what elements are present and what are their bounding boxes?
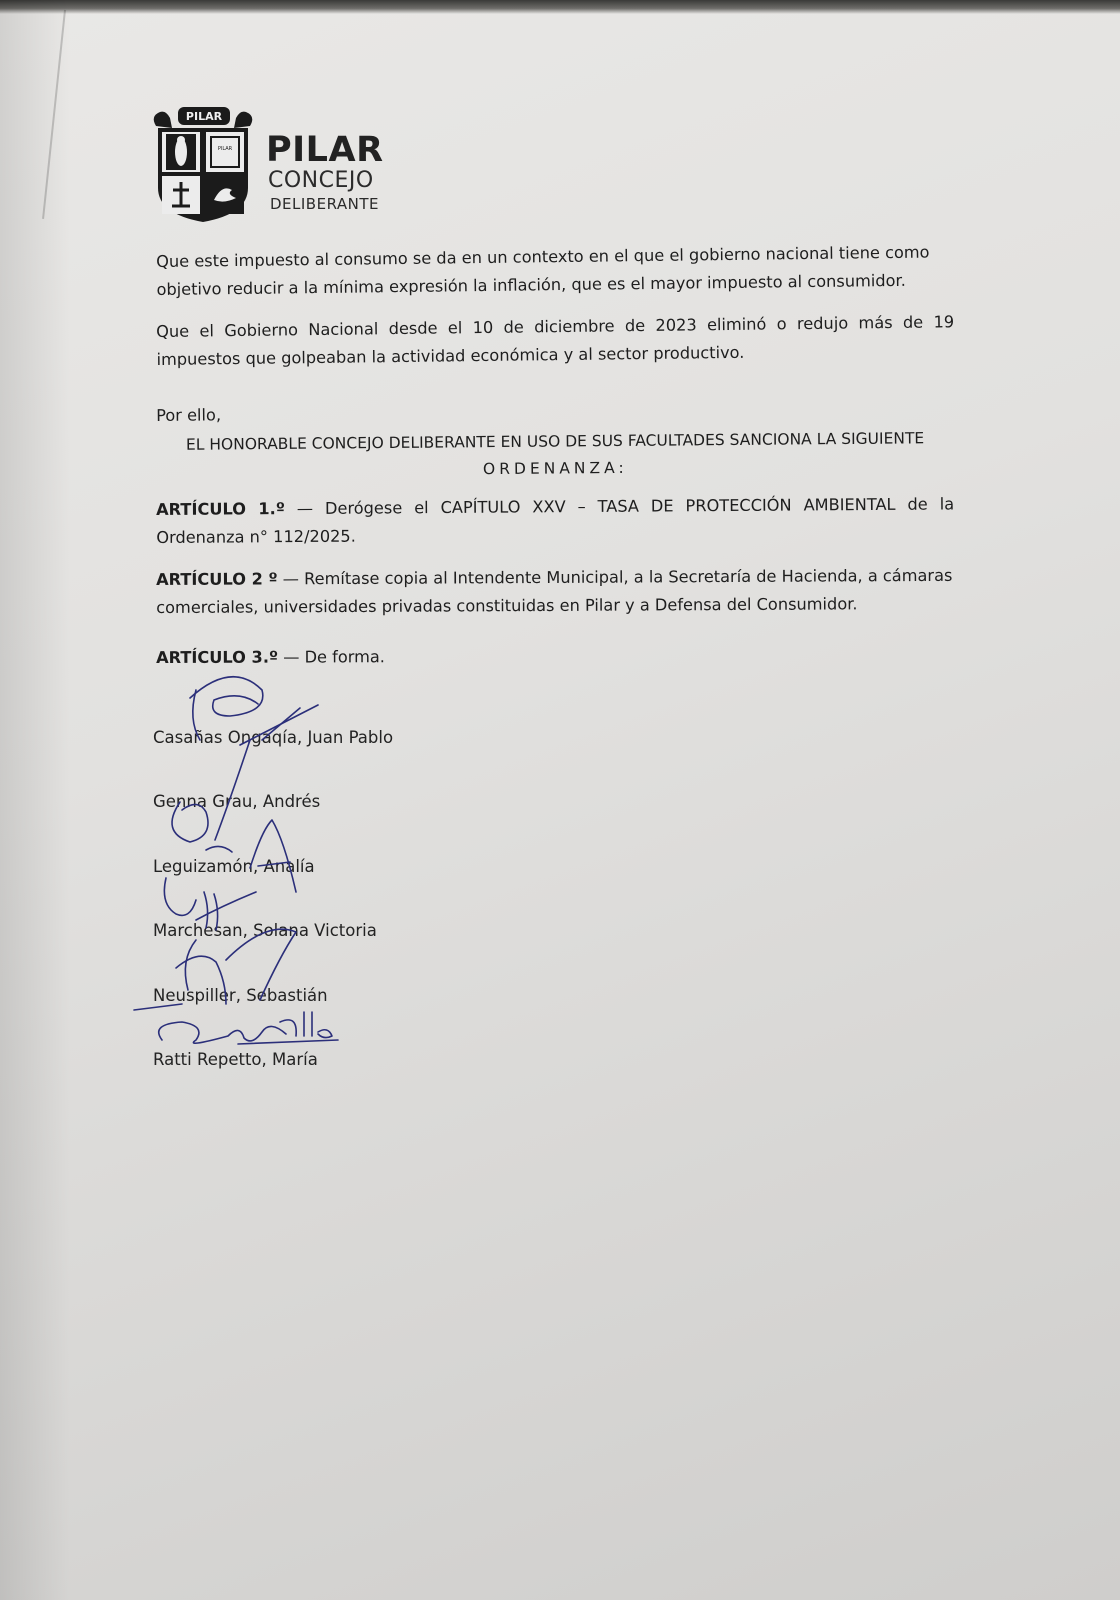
signer-name: Ratti Repetto, María — [153, 1050, 318, 1069]
signer-name: Marchesan, Solana Victoria — [153, 921, 377, 940]
article-2-label: ARTÍCULO 2 º — [156, 569, 278, 589]
article-1 — [156, 490, 954, 552]
article-3 — [156, 641, 954, 672]
ordinance-heading — [160, 425, 950, 486]
article-3-text: — De forma. — [278, 647, 385, 667]
signer-name: Neuspiller, Sebastián — [153, 986, 328, 1005]
signer-name: Genna Grau, Andrés — [153, 792, 321, 811]
por-ello-text: Por ello, — [156, 405, 222, 425]
signature-ratti — [159, 1012, 338, 1044]
heading-line-2: ORDENANZA: — [482, 458, 628, 479]
article-2-text: — Remítase copia al Intendente Municipal, a la Secretaría de Hacienda, a cámaras comerciales, universidades privadas constituidas en Pilar y a Defensa del Consumidor. — [156, 565, 953, 617]
signer-name: Leguizamón, Analía — [153, 857, 315, 876]
logo-subtitle-deliberante: DELIBERANTE — [270, 195, 380, 213]
paragraph-2: Que el Gobierno Nacional desde el 10 de diciembre de 2023 eliminó o redujo más de 19 impuestos que golpeaban la actividad económica y al sector productivo. — [156, 312, 955, 369]
signer-name: Casañas Ongaqía, Juan Pablo — [153, 728, 394, 747]
signature-marchesan — [185, 892, 256, 990]
shield-label: PILAR — [185, 110, 223, 123]
article-1-text: — Derógese el CAPÍTULO XXV – TASA DE PROTECCIÓN AMBIENTAL de la Ordenanza n° 112/2025. — [156, 494, 955, 547]
logo-subtitle-concejo: CONCEJO — [268, 168, 374, 193]
page-fold-shadow — [0, 0, 70, 1600]
article-2 — [156, 562, 954, 622]
article-3-label: ARTÍCULO 3.º — [156, 647, 279, 667]
logo-title: PILAR — [266, 130, 384, 170]
article-1-label: ARTÍCULO 1.º — [156, 499, 285, 519]
heading-line-1: EL HONORABLE CONCEJO DELIBERANTE EN USO DE SUS FACULTADES SANCIONA LA SIGUIENTE — [185, 429, 925, 454]
page-top-edge — [0, 0, 1120, 14]
paragraph-1: Que este impuesto al consumo se da en un contexto en el que el gobierno nacional tiene como objetivo reducir a la mínima expresión la inflación, que es el mayor impuesto al consumidor. — [156, 242, 930, 299]
shield-book-text: PILAR — [217, 146, 233, 152]
